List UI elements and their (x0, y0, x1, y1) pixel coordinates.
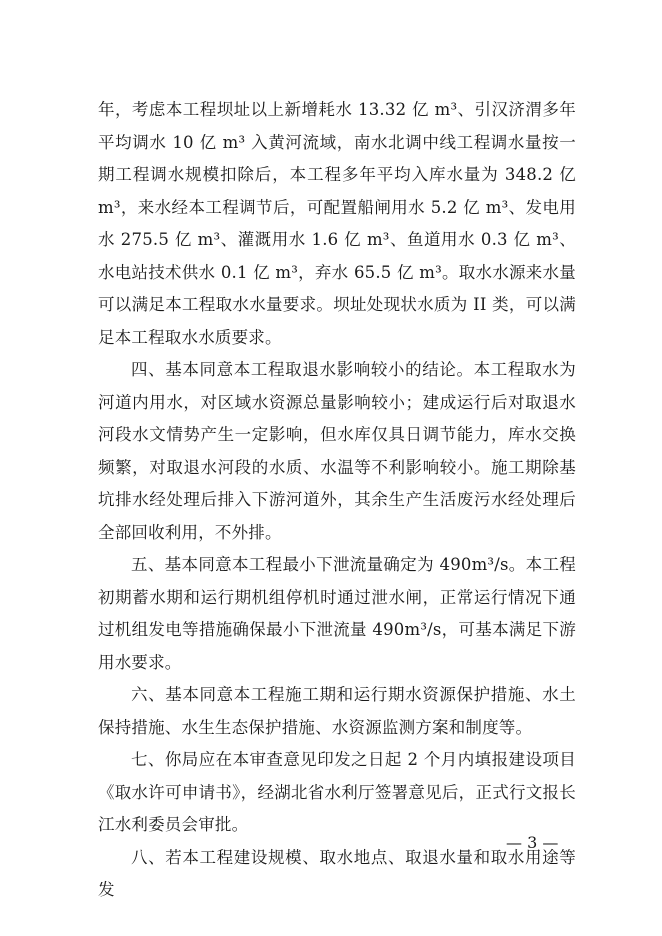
paragraph-item-5-minimum-discharge: 五、基本同意本工程最小下泄流量确定为 490m³/s。本工程初期蓄水期和运行期机组停机时通过泄水闸，正常运行情况下通过机组发电等措施确保最小下泄流量 490m³/s，可基本满足下游用水要求。 (98, 555, 576, 672)
paragraph-continuation-water-volume: 年，考虑本工程坝址以上新增耗水 13.32 亿 m³、引汉济渭多年平均调水 10 亿 m³ 入黄河流域，南水北调中线工程调水量按一期工程调水规模扣除后，本工程多年平均入库水量为 348.2 亿 m³，来水经本工程调节后，可配置船闸用水 5.2 亿 m³、发电用水 275.5 亿 m³、灌溉用水 1.6 亿 m³、鱼道用水 0.3 亿 m³、水电站技术供水 0.1 亿 m³，弃水 65.5 亿 m³。取水水源来水量可以满足本工程取水水量要求。坝址处现状水质为 II 类，可以满足本工程取水水质要求。 (98, 100, 576, 347)
paragraph-item-7-permit-application: 七、你局应在本审查意见印发之日起 2 个月内填报建设项目《取水许可申请书》，经湖北省水利厅签署意见后，正式行文报长江水利委员会审批。 (98, 750, 576, 834)
paragraph-item-6-protection-measures: 六、基本同意本工程施工期和运行期水资源保护措施、水土保持措施、水生生态保护措施、水资源监测方案和制度等。 (98, 685, 576, 737)
page-number: — 3 — (506, 833, 559, 852)
paragraph-item-4-intake-impact: 四、基本同意本工程取退水影响较小的结论。本工程取水为河道内用水，对区域水资源总量影响较小；建成运行后对取退水河段水文情势产生一定影响，但水库仅具日调节能力，库水交换频繁，对取退水河段的水质、水温等不利影响较小。施工期除基坑排水经处理后排入下游河道外，其余生产生活废污水经处理后全部回收利用，不外排。 (98, 360, 576, 542)
paragraph-item-8-changes: 八、若本工程建设规模、取水地点、取退水量和取水用途等发 (98, 847, 576, 899)
document-body (98, 94, 576, 907)
